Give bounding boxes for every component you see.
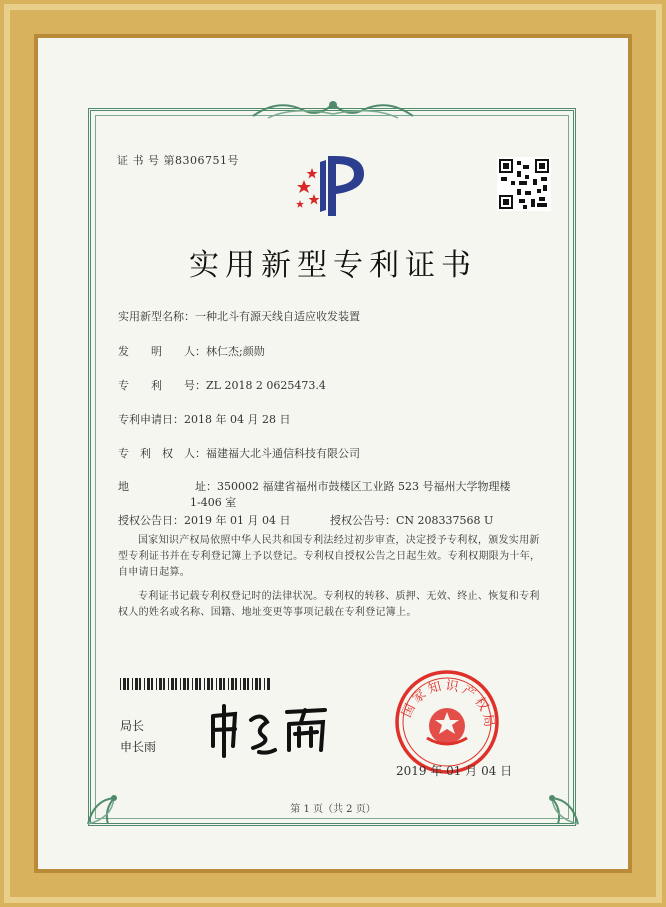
corner-ornament-icon — [524, 770, 582, 828]
field-value: 350002 福建省福州市鼓楼区工业路 523 号福州大学物理楼 — [217, 480, 511, 493]
page-number: 第 1 页（共 2 页） — [290, 804, 376, 815]
certificate-number — [117, 152, 239, 168]
field-value: ZL 2018 2 0625473.4 — [206, 379, 326, 392]
field-label: 授权公告日： — [118, 514, 184, 527]
field-value: 林仁杰;颜勋 — [206, 345, 265, 358]
field-patentee — [118, 445, 360, 461]
cnipa-logo-icon — [290, 150, 375, 222]
certificate-number-suffix: 号 — [227, 154, 239, 167]
barcode-icon — [120, 678, 270, 690]
field-label: 专利申请日： — [118, 413, 184, 426]
official-seal-icon — [393, 668, 501, 776]
field-application-date — [118, 411, 290, 427]
certificate-number-value: 8306751 — [175, 154, 228, 167]
certificate-number-label: 证 书 号 第 — [117, 154, 175, 167]
qr-code-icon — [497, 157, 551, 211]
field-value: 2019 年 01 月 04 日 — [184, 514, 291, 527]
field-value: 1-406 室 — [190, 496, 237, 509]
paragraph-grant-notice: 国家知识产权局依照中华人民共和国专利法经过初步审查，决定授予专利权，颁发实用新型专利证书并在专利登记簿上予以登记。专利权自授权公告之日起生效。专利权期限为十年，自申请日起算。 — [118, 535, 541, 578]
seal-text: 国家知识产权局 — [399, 678, 497, 731]
field-inventor — [118, 343, 265, 359]
field-label: 授权公告号： — [330, 514, 396, 527]
corner-ornament-icon — [84, 770, 142, 828]
field-value: CN 208337568 U — [396, 514, 494, 527]
signatory-title: 局长 — [120, 719, 145, 733]
signature-icon — [205, 702, 335, 758]
field-label: 实用新型名称： — [118, 310, 195, 323]
field-value: 2018 年 04 月 28 日 — [184, 413, 291, 426]
field-utility-model-name — [118, 308, 360, 324]
field-address — [118, 478, 510, 494]
field-value: 福建福大北斗通信科技有限公司 — [206, 447, 360, 460]
field-patent-number — [118, 377, 326, 393]
seal-date: 2019 年 01 月 04 日 — [396, 764, 513, 778]
signatory-name: 申长雨 — [120, 740, 157, 754]
field-label: 地 址： — [118, 480, 217, 493]
field-value: 一种北斗有源天线自适应收发装置 — [195, 310, 360, 323]
field-address-line2 — [190, 494, 236, 510]
certificate-title: 实用新型专利证书 — [189, 248, 477, 283]
field-announce-date — [118, 512, 290, 528]
field-label: 专 利 号： — [118, 379, 206, 392]
paragraph-legal-status: 专利证书记载专利权登记时的法律状况。专利权的转移、质押、无效、终止、恢复和专利权人的姓名或名称、国籍、地址变更等事项记载在专利登记簿上。 — [118, 591, 540, 618]
field-label: 发 明 人： — [118, 345, 206, 358]
top-ornament-icon — [248, 96, 418, 122]
field-announce-number — [330, 512, 493, 528]
field-label: 专 利 权 人： — [118, 447, 206, 460]
